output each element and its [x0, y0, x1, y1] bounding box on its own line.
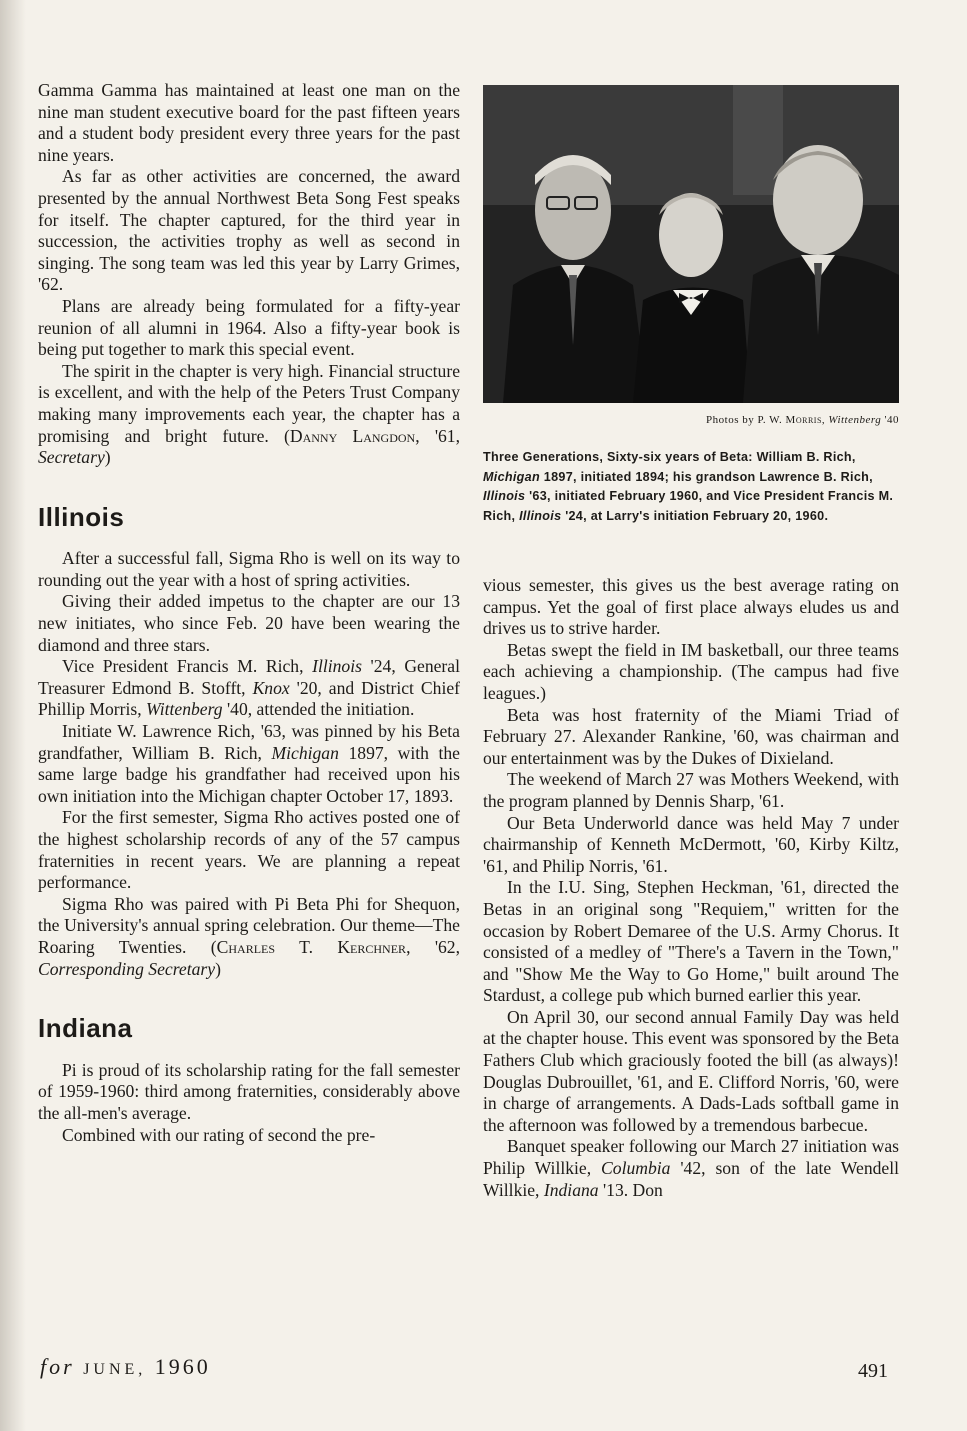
- indiana-paragraph-10: Banquet speaker following our March 27 initiation was Philip Willkie, Columbia '42, son of the late Wendell Willkie, Indiana '13. Don: [483, 1136, 899, 1200]
- illinois-paragraph-5: For the first semester, Sigma Rho actives posted one of the highest scholarship records of any of the 57 campus fraternities in recent years. We are planning a repeat performance.: [38, 807, 460, 893]
- gamma-paragraph-3: Plans are already being formulated for a fifty-year reunion of all alumni in 1964. Also a fifty-year book is being put together to mark this special event.: [38, 295, 460, 360]
- gamma-paragraph-1: Gamma Gamma has maintained at least one man on the nine man student executive board for the past fifteen years and a student body president every three years for the past nine years.: [38, 80, 460, 165]
- indiana-paragraph-8: In the I.U. Sing, Stephen Heckman, '61, directed the Betas in an original song "Requiem," written for the occasion by Robert Demaree of the U.S. Army Chorus. It consisted of a medley of "There's a Tavern in the Town," and "Show Me the Way to Go Home," built around The Stardust, a college pub which burned earlier this year.: [483, 877, 899, 1006]
- author-role: Secretary: [38, 447, 105, 468]
- indiana-paragraph-7: Our Beta Underworld dance was held May 7 under chairmanship of Kenneth McDermott, '60, Kirby Kiltz, '61, and Philip Norris, '61.: [483, 812, 899, 876]
- indiana-paragraph-1: Pi is proud of its scholarship rating for the fall semester of 1959-1960: third among fraternities, considerably above the all-men's average.: [38, 1059, 460, 1123]
- indiana-paragraph-5: Beta was host fraternity of the Miami Triad of February 27. Alexander Rankine, '60, was chairman and our entertainment was by the Dukes of Dixieland.: [483, 704, 899, 768]
- photo-illustration: [483, 85, 899, 403]
- illinois-paragraph-1: After a successful fall, Sigma Rho is well on its way to rounding out the year with a host of spring activities.: [38, 548, 460, 590]
- author-role: Corresponding Secretary: [38, 958, 216, 979]
- left-column: [38, 80, 460, 1146]
- indiana-paragraph-6: The weekend of March 27 was Mothers Weekend, with the program planned by Dennis Sharp, '61.: [483, 769, 899, 811]
- photo-credit: Photos by P. W. Morris, Wittenberg '40: [706, 414, 899, 426]
- indiana-paragraph-4: Betas swept the field in IM basketball, our three teams each achieving a championship. (The campus had five leagues.): [483, 639, 899, 703]
- section-heading-illinois: Illinois: [38, 501, 125, 532]
- right-column: [483, 575, 899, 1201]
- illinois-paragraph-2: Giving their added impetus to the chapter are our 13 new initiates, who since Feb. 20 have been wearing the diamond and three stars.: [38, 591, 460, 655]
- section-heading-indiana: Indiana: [38, 1013, 133, 1044]
- three-generations-photo: [483, 85, 899, 403]
- illinois-paragraph-4: Initiate W. Lawrence Rich, '63, was pinned by his Beta grandfather, William B. Rich, Michigan 1897, with the same large badge his grandfather had received upon his own initiation into the Michigan chapter October 17, 1893.: [38, 721, 460, 806]
- page-number: 491: [858, 1360, 888, 1382]
- gamma-paragraph-4: The spirit in the chapter is very high. Financial structure is excellent, and with the help of the Peters Trust Company making many improvements each year, the chapter has a promising and bright future. (Danny Langdon, '61, Secretary): [38, 360, 460, 468]
- author-name: Charles T. Kerchner: [216, 936, 407, 957]
- indiana-paragraph-9: On April 30, our second annual Family Day was held at the chapter house. This event was sponsored by the Beta Fathers Club which graciously footed the bill (as always)! Douglas Dubrouillet, '61, and E. Clifford Norris, '60, were in charge of arrangements. A Dads-Lads softball game in the afternoon was followed by a tremendous barbecue.: [483, 1006, 899, 1135]
- illinois-paragraph-6: Sigma Rho was paired with Pi Beta Phi for Shequon, the University's annual spring celebration. Our theme—The Roaring Twenties. (Charles T. Kerchner, '62, Corresponding Secretary): [38, 893, 461, 979]
- issue-date-footer: for JUNE, 1960: [40, 1354, 211, 1379]
- indiana-paragraph-3: vious semester, this gives us the best average rating on campus. Yet the goal of first place always eludes us and drives us to strive harder.: [483, 575, 899, 639]
- photo-caption: Three Generations, Sixty-six years of Beta: William B. Rich, Michigan 1897, initiated 1894; his grandson Lawrence B. Rich, Illinois '63, initiated February 1960, and Vice President Francis M. Rich, Illinois '24, at Larry's initiation February 20, 1960.: [483, 450, 894, 523]
- gamma-paragraph-2: As far as other activities are concerned, the award presented by the annual Northwest Beta Song Fest speaks for itself. The chapter captured, for the third year in succession, the activities trophy as well as second in singing. The song team was led this year by Larry Grimes, '62.: [38, 166, 460, 295]
- illinois-paragraph-3: Vice President Francis M. Rich, Illinois '24, General Treasurer Edmond B. Stofft, Knox '20, and District Chief Phillip Morris, Wittenberg '40, attended the initiation.: [38, 656, 460, 720]
- author-name: Danny Langdon: [289, 425, 416, 446]
- indiana-paragraph-2: Combined with our rating of second the pre-: [62, 1124, 376, 1145]
- page-spine-shadow: [0, 0, 26, 1431]
